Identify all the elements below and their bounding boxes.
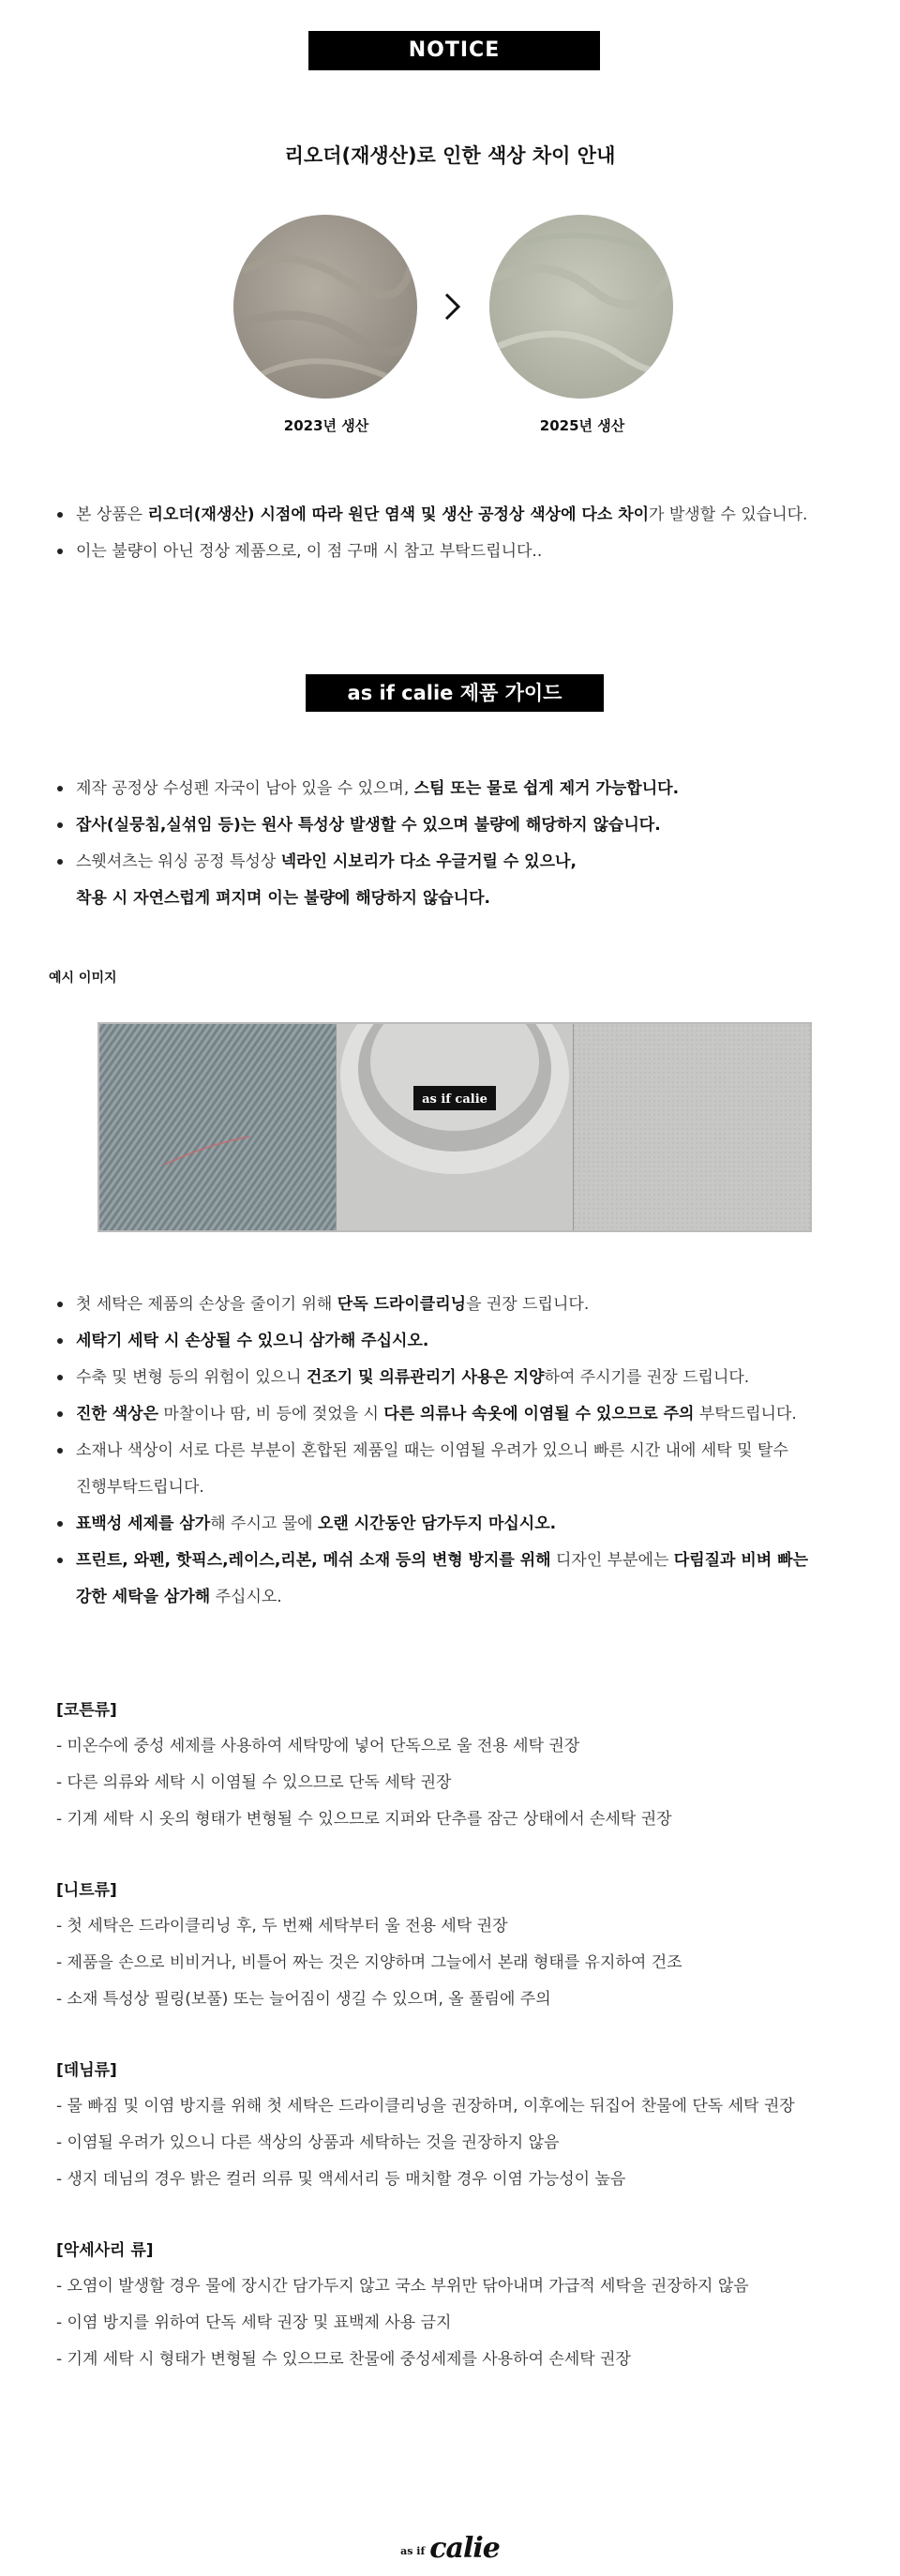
care-row: - 제품을 손으로 비비거나, 비틀어 짜는 것은 지양하며 그늘에서 본래 형태를 유지하여 건조 [56,1953,682,1972]
example-image-label: 예시 이미지 [49,971,117,986]
care-row: - 다른 의류와 세탁 시 이염될 수 있으므로 단독 세탁 권장 [56,1773,452,1792]
care-row: - 소재 특성상 필링(보풀) 또는 늘어짐이 생길 수 있으며, 올 풀림에 주의 [56,1990,551,2009]
product-guide-banner: as if calie 제품 가이드 [306,674,604,712]
wash-bullet: 소재나 색상이 서로 다른 부분이 혼합된 제품일 때는 이염될 우려가 있으니 빠른 시간 내에 세탁 및 탈수 [52,1433,859,1469]
fabric-2023-image [233,215,417,399]
care-row: - 미온수에 중성 세제를 사용하여 세탁망에 넣어 단독으로 울 전용 세탁 권장 [56,1737,580,1755]
care-row: - 기계 세탁 시 형태가 변형될 수 있으므로 찬물에 중성세제를 사용하여 손세탁 권장 [56,2350,631,2369]
guide-bullet-continuation: 착용 시 자연스럽게 펴지며 이는 불량에 해당하지 않습니다. [76,889,491,908]
example-image-strip [98,1022,812,1232]
care-row: - 이염 방지를 위하여 단독 세탁 권장 및 표백제 사용 금지 [56,2313,452,2332]
notice-bullet: 이는 불량이 아닌 정상 제품으로, 이 점 구매 시 참고 부탁드립니다.. [52,534,859,570]
wash-bullet: 표백성 세제를 삼가해 주시고 물에 오랜 시간동안 담가두지 마십시오. [52,1506,859,1543]
fabric-2025-image [489,215,673,399]
caption-2023: 2023년 생산 [283,417,369,434]
care-row: - 오염이 발생할 경우 물에 장시간 담가두지 않고 국소 부위만 닦아내며 가급적 세탁을 권장하지 않음 [56,2277,749,2296]
notice-bullet: 본 상품은 리오더(재생산) 시점에 따라 원단 염색 및 생산 공정상 색상에 다소 차이가 발생할 수 있습니다. [52,497,859,534]
care-section-knit [56,1873,682,2018]
wash-bullet-continuation: 강한 세탁을 삼가해 주십시오. [76,1588,282,1606]
neck-label-text: as if calie [422,1092,488,1107]
care-title: [코튼류] [56,1701,117,1720]
care-section-denim [56,2053,795,2198]
guide-bullet: 제작 공정상 수성펜 자국이 남아 있을 수 있으며, 스팀 또는 물로 쉽게 제거 가능합니다. [52,771,859,807]
care-row: - 생지 데님의 경우 밝은 컬러 의류 및 액세서리 등 매치할 경우 이염 가능성이 높음 [56,2170,626,2189]
washing-bullet-list [52,1287,859,1616]
caption-2025: 2025년 생산 [539,417,625,434]
guide-bullet-list [52,771,859,881]
care-title: [악세사리 류] [56,2241,154,2260]
wash-bullet: 진한 색상은 마찰이나 땀, 비 등에 젖었을 시 다른 의류나 속옷에 이염될 수 있으므로 주의 부탁드립니다. [52,1396,859,1433]
wash-bullet: 첫 세탁은 제품의 손상을 줄이기 위해 단독 드라이클리닝을 권장 드립니다. [52,1287,859,1323]
care-section-accessory [56,2233,749,2378]
wash-bullet: 프린트, 와펜, 핫픽스,레이스,리본, 메쉬 소재 등의 변형 방지를 위해 디자인 부분에는 다림질과 비벼 빠는 [52,1543,859,1579]
care-row: - 이염될 우려가 있으니 다른 색상의 상품과 세탁하는 것을 권장하지 않음 [56,2133,560,2152]
care-row: - 첫 세탁은 드라이클리닝 후, 두 번째 세탁부터 울 전용 세탁 권장 [56,1917,508,1936]
care-title: [니트류] [56,1881,117,1900]
notice-banner: NOTICE [308,31,600,70]
chevron-right-icon [442,289,463,324]
wash-bullet: 수축 및 변형 등의 위험이 있으니 건조기 및 의류관리기 사용은 지양하여 주시기를 권장 드립니다. [52,1360,859,1396]
wash-bullet-continuation: 진행부탁드립니다. [76,1478,204,1497]
color-difference-heading: 리오더(재생산)로 인한 색상 차이 안내 [284,144,616,167]
care-row: - 기계 세탁 시 옷의 형태가 변형될 수 있으므로 지퍼와 단추를 잠근 상태에서 손세탁 권장 [56,1810,672,1829]
care-title: [데님류] [56,2061,117,2080]
guide-bullet: 잡사(실뭉침,실섞임 등)는 원사 특성상 발생할 수 있으며 불량에 해당하지 않습니다. [52,807,859,844]
notice-bullet-list [52,497,859,570]
brand-logo: as if calie [400,2532,500,2565]
care-row: - 물 빠짐 및 이염 방지를 위해 첫 세탁은 드라이클리닝을 권장하며, 이후에는 뒤집어 찬물에 단독 세탁 권장 [56,2097,795,2116]
guide-bullet: 스웻셔츠는 워싱 공정 특성상 넥라인 시보리가 다소 우글거릴 수 있으나, [52,844,859,881]
wash-bullet: 세탁기 세탁 시 손상될 수 있으니 삼가해 주십시오. [52,1323,859,1360]
care-section-cotton [56,1693,672,1838]
